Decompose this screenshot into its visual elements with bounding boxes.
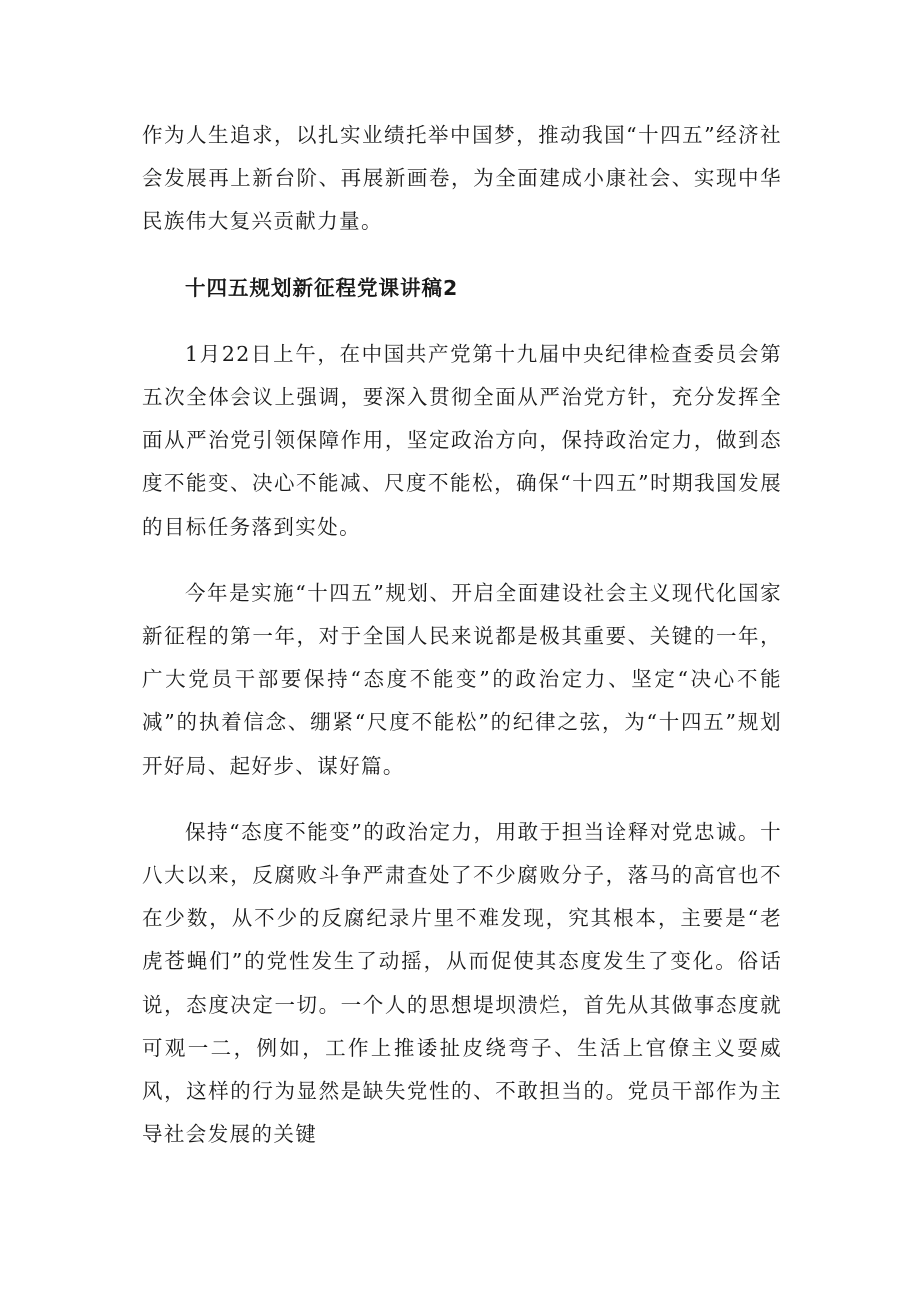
document-body [142, 114, 782, 1156]
section-heading: 十四五规划新征程党课讲稿2 [185, 275, 459, 300]
paragraph-spacer [142, 310, 782, 333]
paragraph-spacer [142, 244, 782, 267]
paragraph-new-journey: 今年是实施“十四五”规划、开启全面建设社会主义现代化国家新征程的第一年，对于全国人民来说都是极其重要、关键的一年，广大党员干部要保持“态度不能变”的政治定力、坚定“决心不能减”的执着信念、绷紧“尺度不能松”的纪律之弦，为“十四五”规划开好局、起好步、谋好篇。 [142, 580, 782, 778]
paragraph-attitude: 保持“态度不能变”的政治定力，用敢于担当诠释对党忠诚。十八大以来，反腐败斗争严肃查处了不少腐败分子，落马的高官也不在少数，从不少的反腐纪录片里不难发现，究其根本，主要是“老虎苍蝇们”的党性发生了动摇，从而促使其态度发生了变化。俗话说，态度决定一切。一个人的思想堤坝溃烂，首先从其做事态度就可观一二，例如，工作上推诿扯皮绕弯子、生活上官僚主义耍威风，这样的行为显然是缺失党性的、不敢担当的。党员干部作为主导社会发展的关键 [142, 819, 782, 1147]
paragraph-meeting: 1月22日上午，在中国共产党第十九届中央纪律检查委员会第五次全体会议上强调，要深入贯彻全面从严治党方针，充分发挥全面从严治党引领保障作用，坚定政治方向，保持政治定力，做到态度不能变、决心不能减、尺度不能松，确保“十四五”时期我国发展的目标任务落到实处。 [142, 341, 782, 539]
paragraph-spacer [142, 549, 782, 572]
paragraph-continuation: 作为人生追求，以扎实业绩托举中国梦，推动我国“十四五”经济社会发展再上新台阶、再展新画卷，为全面建成小康社会、实现中华民族伟大复兴贡献力量。 [142, 123, 782, 234]
paragraph-spacer [142, 788, 782, 811]
